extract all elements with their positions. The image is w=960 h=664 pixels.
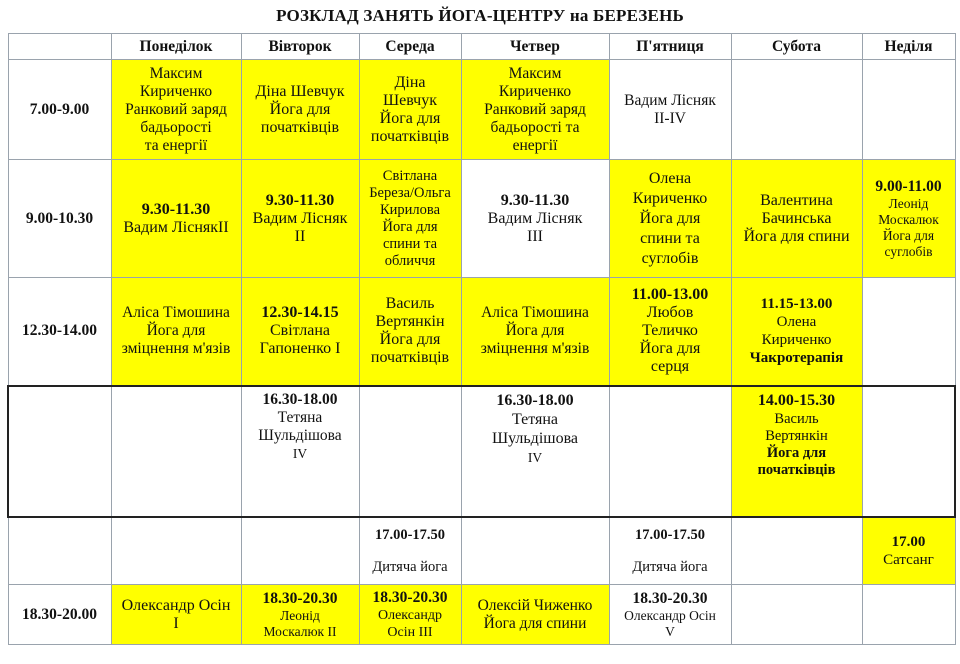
time-slot: 9.00-10.30 (8, 160, 111, 278)
class-cell: 9.30-11.30 Вадим ЛіснякІІ (111, 160, 241, 278)
table-row (8, 585, 955, 645)
time-slot: 12.30-14.00 (8, 278, 111, 386)
day-monday: Понеділок (111, 34, 241, 60)
class-cell: 18.30-20.30 Олександр Осін V (609, 585, 731, 645)
day-tuesday: Вівторок (241, 34, 359, 60)
class-cell: 17.00-17.50 Дитяча йога (359, 517, 461, 585)
day-wednesday: Середа (359, 34, 461, 60)
empty-cell (862, 60, 955, 160)
class-cell: 17.00 Сатсанг (862, 517, 955, 585)
corner-cell (8, 34, 111, 60)
empty-cell (359, 386, 461, 517)
empty-cell (862, 585, 955, 645)
empty-cell (461, 517, 609, 585)
class-cell: Валентина Бачинська Йога для спини (731, 160, 862, 278)
table-row (8, 278, 955, 386)
schedule-title: РОЗКЛАД ЗАНЯТЬ ЙОГА-ЦЕНТРУ на БЕРЕЗЕНЬ (276, 6, 684, 25)
table-row (8, 60, 955, 160)
schedule-table (7, 33, 956, 645)
class-cell: Василь Вертянкін Йога для початківців (359, 278, 461, 386)
day-saturday: Субота (731, 34, 862, 60)
day-sunday: Неділя (862, 34, 955, 60)
class-cell: 12.30-14.15 Світлана Гапоненко І (241, 278, 359, 386)
empty-cell (111, 386, 241, 517)
class-cell: 16.30-18.00 Тетяна Шульдішова IV (241, 386, 359, 517)
table-row (8, 160, 955, 278)
class-cell: 16.30-18.00 Тетяна Шульдішова IV (461, 386, 609, 517)
empty-cell (731, 585, 862, 645)
class-cell: Діна Шевчук Йога для початківців (359, 60, 461, 160)
class-cell: Аліса Тімошина Йога для зміцнення м'язів (111, 278, 241, 386)
day-friday: П'ятниця (609, 34, 731, 60)
class-cell: 9.00-11.00 Леонід Москалюк Йога для суглобів (862, 160, 955, 278)
class-cell: 17.00-17.50 Дитяча йога (609, 517, 731, 585)
class-cell: Олена Кириченко Йога для спини та суглобів (609, 160, 731, 278)
time-slot: 18.30-20.00 (8, 585, 111, 645)
empty-cell (111, 517, 241, 585)
empty-cell (609, 386, 731, 517)
empty-cell (731, 60, 862, 160)
time-slot (8, 386, 111, 517)
time-slot (8, 517, 111, 585)
time-slot: 7.00-9.00 (8, 60, 111, 160)
class-cell: Олександр Осін І (111, 585, 241, 645)
class-cell: Максим Кириченко Ранковий заряд бадьорості та енергії (111, 60, 241, 160)
class-cell: 18.30-20.30 Леонід Москалюк ІІ (241, 585, 359, 645)
empty-cell (241, 517, 359, 585)
header-row (8, 34, 955, 60)
class-cell: Максим Кириченко Ранковий заряд бадьорості та енергії (461, 60, 609, 160)
empty-cell (862, 278, 955, 386)
class-cell: 11.00-13.00 Любов Теличко Йога для серця (609, 278, 731, 386)
table-row (8, 517, 955, 585)
class-cell: Вадим Лісняк ІІ-IV (609, 60, 731, 160)
day-thursday: Четвер (461, 34, 609, 60)
class-cell: 11.15-13.00 Олена Кириченко Чакротерапія (731, 278, 862, 386)
empty-cell (731, 517, 862, 585)
table-row (8, 386, 955, 517)
class-cell: 9.30-11.30 Вадим Лісняк ІІ (241, 160, 359, 278)
class-cell: 18.30-20.30 Олександр Осін ІІІ (359, 585, 461, 645)
class-cell: Світлана Береза/Ольга Кирилова Йога для спини та обличчя (359, 160, 461, 278)
class-cell: Діна Шевчук Йога для початківців (241, 60, 359, 160)
class-cell: Аліса Тімошина Йога для зміцнення м'язів (461, 278, 609, 386)
class-cell: 9.30-11.30 Вадим Лісняк ІІІ (461, 160, 609, 278)
empty-cell (862, 386, 955, 517)
class-cell: Олексій Чиженко Йога для спини (461, 585, 609, 645)
class-cell: 14.00-15.30 Василь Вертянкін Йога для початківців (731, 386, 862, 517)
